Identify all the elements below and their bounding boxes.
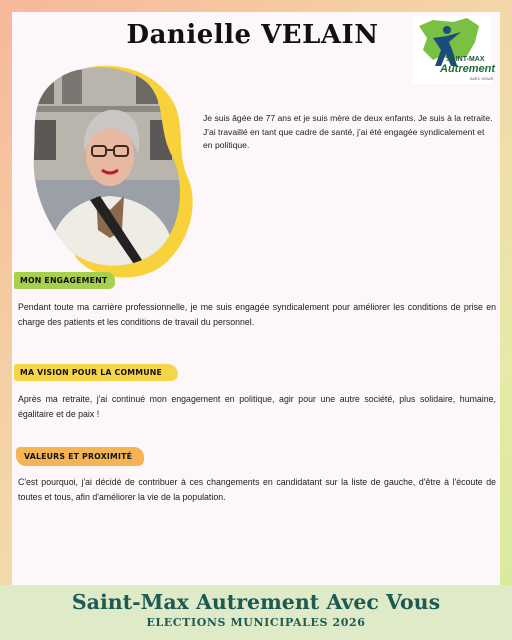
section-text-vision: Après ma retraite, j'ai continué mon engagement en politique, agir pour une autre société, plus solidaire, humaine, égalitaire et de paix !: [18, 394, 496, 419]
section-tag-engagement: MON ENGAGEMENT: [14, 272, 115, 289]
logo-line-1: SAINT-MAX: [446, 56, 485, 63]
section-text-engagement: Pendant toute ma carrière professionnelle, je me suis engagée syndicalement pour améliorer les conditions de prise en charge des patients et les conditions de travail du personnel.: [18, 302, 496, 327]
footer-subtitle: ELECTIONS MUNICIPALES 2026: [146, 616, 366, 629]
footer-title: Saint-Max Autrement Avec Vous: [71, 590, 441, 614]
page-title: Danielle VELAIN: [126, 20, 379, 50]
portrait-photo: [26, 60, 196, 280]
intro-text: Je suis âgée de 77 ans et je suis mère de deux enfants. Je suis à la retraite. J'ai travaillé en tant que cadre de santé, j'ai été engagée syndicalement et en politique.: [203, 113, 493, 150]
section-tag-valeurs: VALEURS ET PROXIMITÉ: [16, 447, 144, 466]
section-tag-vision: MA VISION POUR LA COMMUNE: [14, 364, 178, 381]
logo-line-2: Autrement: [440, 63, 496, 75]
section-text-valeurs: C'est pourquoi, j'ai décidé de contribuer à ces changements en candidatant sur la liste de gauche, d'être à l'écoute de toutes et tous, afin d'améliorer la vie de la population.: [18, 477, 496, 502]
logo-line-3: AVEC VOUS: [470, 76, 494, 81]
